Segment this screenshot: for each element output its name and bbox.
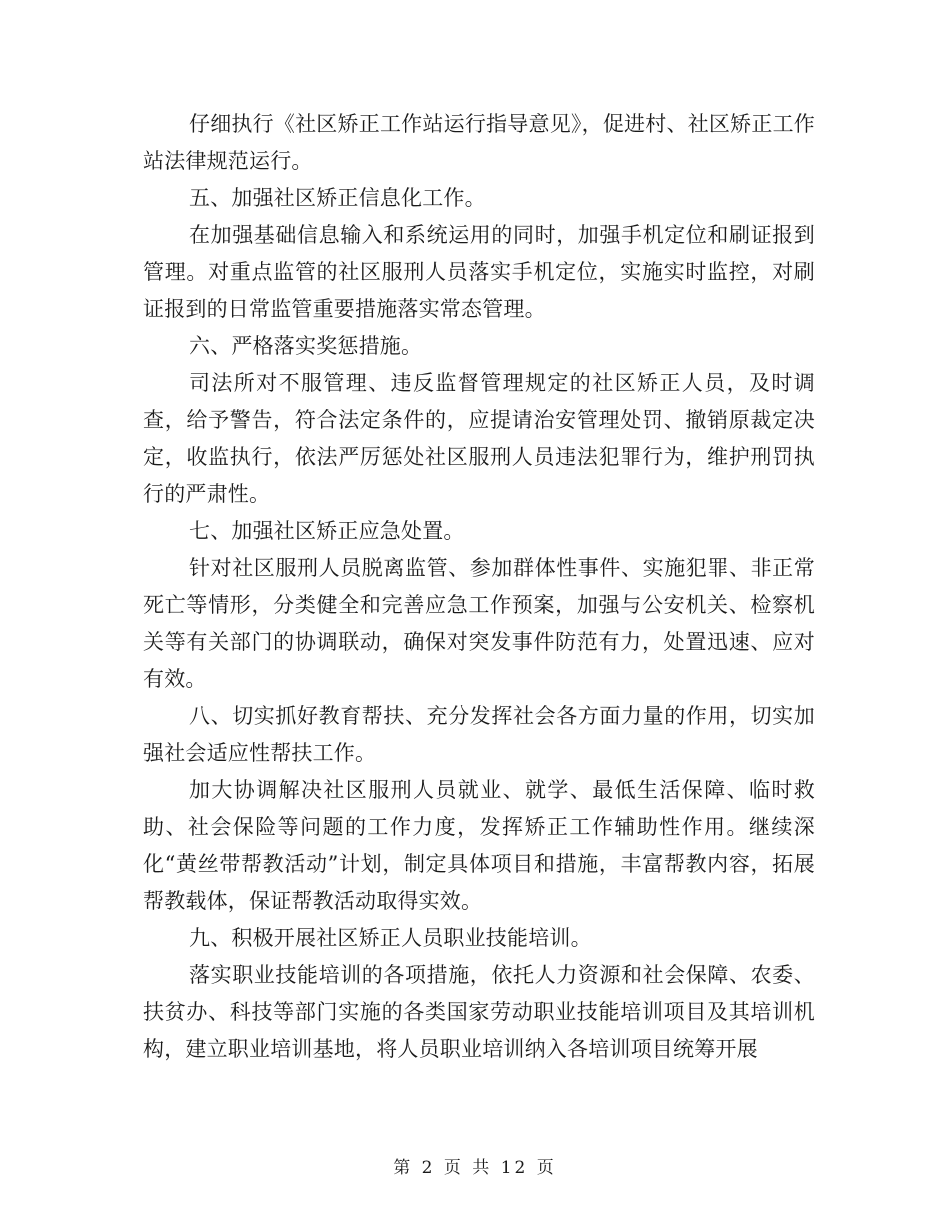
paragraph-3: 司法所对不服管理、违反监督管理规定的社区矫正人员，及时调查，给予警告，符合法定条件的，应提请治安管理处罚、撤销原裁定决定，收监执行，依法严厉惩处社区服刑人员违法犯罪行为，维护刑罚执行的严肃性。 (143, 371, 815, 506)
section-heading-6: 六、严格落实奖惩措施。 (189, 334, 423, 358)
section-heading-8: 八、切实抓好教育帮扶、充分发挥社会各方面力量的作用，切实加强社会适应性帮扶工作。 (143, 704, 815, 765)
paragraph-2: 在加强基础信息输入和系统运用的同时，加强手机定位和刷证报到管理。对重点监管的社区服刑人员落实手机定位，实施实时监控，对刷证报到的日常监管重要措施落实常态管理。 (143, 223, 815, 321)
paragraph-1: 仔细执行《社区矫正工作站运行指导意见》，促进村、社区矫正工作站法律规范运行。 (143, 112, 815, 173)
section-heading-9: 九、积极开展社区矫正人员职业技能培训。 (189, 926, 592, 950)
section-heading-7: 七、加强社区矫正应急处置。 (189, 519, 465, 543)
paragraph-5: 加大协调解决社区服刑人员就业、就学、最低生活保障、临时救助、社会保险等问题的工作力度，发挥矫正工作辅助性作用。继续深化“黄丝带帮教活动”计划，制定具体项目和措施，丰富帮教内容，拓展帮教载体，保证帮教活动取得实效。 (143, 778, 815, 913)
document-body (143, 106, 815, 1068)
section-heading-5: 五、加强社区矫正信息化工作。 (189, 186, 486, 210)
paragraph-6: 落实职业技能培训的各项措施，依托人力资源和社会保障、农委、扶贫办、科技等部门实施的各类国家劳动职业技能培训项目及其培训机构，建立职业培训基地，将人员职业培训纳入各培训项目统筹开展 (143, 963, 815, 1061)
page-number-footer: 第 2 页 共 12 页 (393, 1158, 557, 1178)
paragraph-4: 针对社区服刑人员脱离监管、参加群体性事件、实施犯罪、非正常死亡等情形，分类健全和完善应急工作预案，加强与公安机关、检察机关等有关部门的协调联动，确保对突发事件防范有力，处置迅速、应对有效。 (143, 556, 815, 691)
